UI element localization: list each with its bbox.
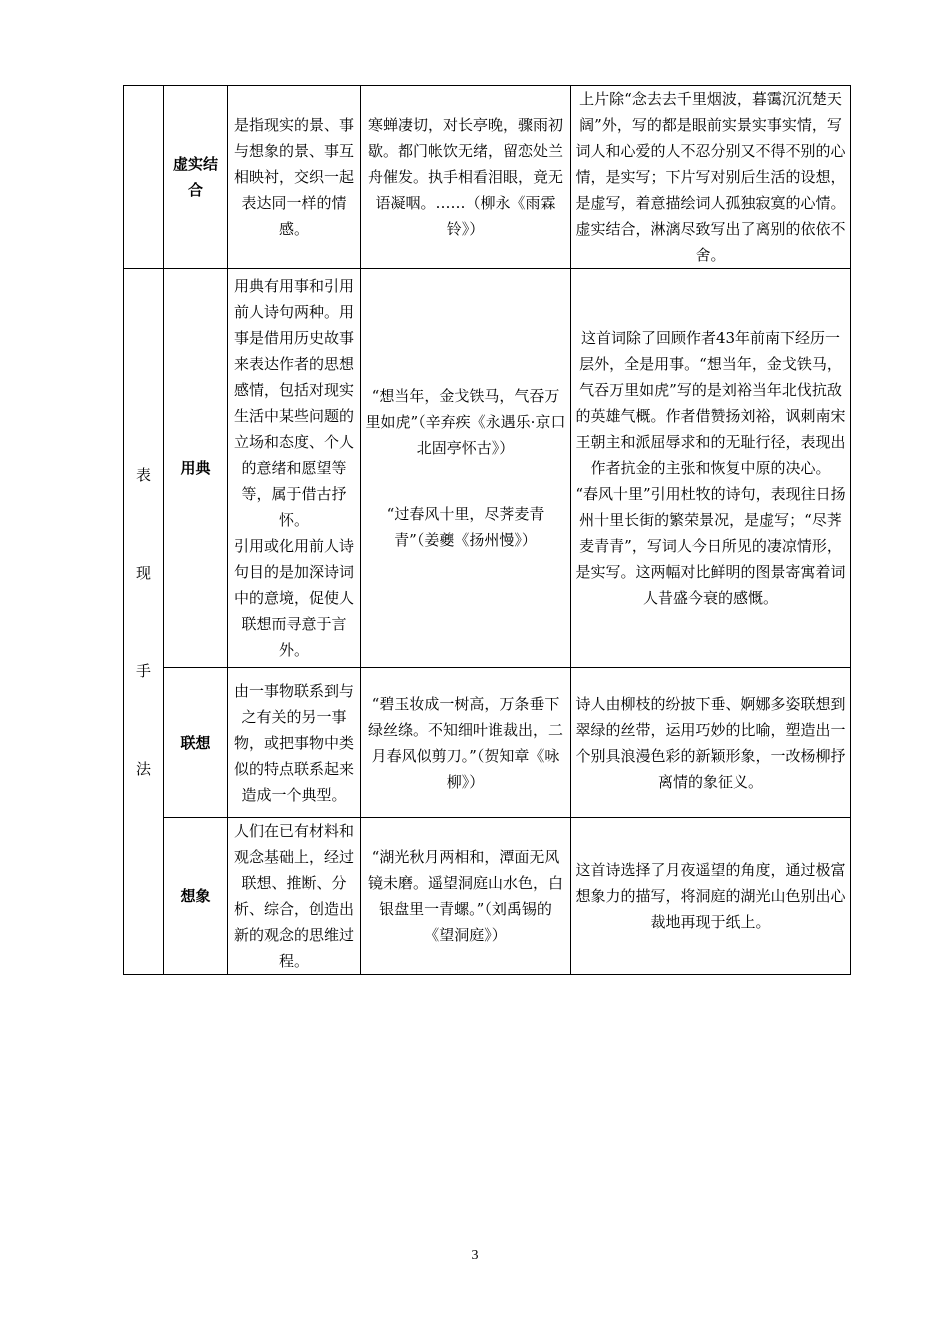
- technique-name: 想象: [164, 818, 228, 975]
- example-paragraph: “过春风十里，尽荠麦青青”（姜夔《扬州慢》）: [386, 505, 545, 549]
- technique-definition: [228, 269, 361, 668]
- category-char: 手: [135, 661, 151, 680]
- category-char: 现: [135, 563, 151, 582]
- technique-definition: 人们在已有材料和观念基础上，经过联想、推断、分析、综合，创造出新的观念的思维过程。: [228, 818, 361, 975]
- category-label: [128, 465, 159, 779]
- table-row: [124, 668, 851, 818]
- technique-example: 寒蝉凄切，对长亭晚，骤雨初歇。都门帐饮无绪，留恋处兰舟催发。执手相看泪眼，竟无语凝咽。……（柳永《雨霖铃》）: [361, 86, 571, 269]
- technique-name: 用典: [164, 269, 228, 668]
- page-number: 3: [471, 1248, 479, 1263]
- technique-analysis: 上片除“念去去千里烟波，暮霭沉沉楚天阔”外，写的都是眼前实景实事实情，写词人和心爱的人不忍分别又不得不别的心情，是实写；下片写对别后生活的设想，是虚写，着意描绘词人孤独寂寞的心情。虚实结合，淋漓尽致写出了离别的依依不舍。: [571, 86, 851, 269]
- definition-paragraph: 用典有用事和引用前人诗句两种。用事是借用历史故事来表达作者的思想感情，包括对现实生活中某些问题的立场和态度、个人的意绪和愿望等等，属于借古抒怀。: [233, 277, 354, 529]
- table-row: [124, 269, 851, 668]
- category-cell-empty: [124, 86, 164, 269]
- technique-analysis: 这首诗选择了月夜遥望的角度，通过极富想象力的描写，将洞庭的湖光山色别出心裁地再现于纸上。: [571, 818, 851, 975]
- technique-definition: 由一事物联系到与之有关的另一事物，或把事物中类似的特点联系起来造成一个典型。: [228, 668, 361, 818]
- category-char: 法: [135, 759, 151, 778]
- technique-analysis: 诗人由柳枝的纷披下垂、婀娜多姿联想到翠绿的丝带，运用巧妙的比喻，塑造出一个别具浪漫色彩的新颖形象，一改杨柳抒离情的象征义。: [571, 668, 851, 818]
- analysis-paragraph: 这首词除了回顾作者43年前南下经历一层外，全是用事。“想当年，金戈铁马，气吞万里如虎”写的是刘裕当年北伐抗敌的英雄气概。作者借赞扬刘裕，讽刺南宋王朝主和派屈辱求和的无耻行径，表现出作者抗金的主张和恢复中原的决心。: [575, 329, 846, 477]
- technique-definition: 是指现实的景、事与想象的景、事互相映衬，交织一起表达同一样的情感。: [228, 86, 361, 269]
- analysis-paragraph: “春风十里”引用杜牧的诗句，表现往日扬州十里长街的繁荣景况，是虚写；“尽荠麦青青”，写词人今日所见的凄凉情形，是实写。这两幅对比鲜明的图景寄寓着词人昔盛今衰的感慨。: [575, 485, 846, 607]
- techniques-table: [123, 85, 851, 975]
- technique-example: “碧玉妆成一树高，万条垂下绿丝绦。不知细叶谁裁出，二月春风似剪刀。”（贺知章《咏柳》）: [361, 668, 571, 818]
- table-row: [124, 86, 851, 269]
- technique-example: [361, 269, 571, 668]
- definition-paragraph: 引用或化用前人诗句目的是加深诗词中的意境，促使人联想而寻意于言外。: [233, 537, 354, 659]
- table-row: [124, 818, 851, 975]
- technique-name: 联想: [164, 668, 228, 818]
- technique-name: 虚实结合: [164, 86, 228, 269]
- example-paragraph: “想当年，金戈铁马，气吞万里如虎”（辛弃疾《永遇乐·京口北固亭怀古》）: [365, 387, 566, 457]
- technique-analysis: [571, 269, 851, 668]
- category-char: 表: [135, 465, 151, 484]
- category-cell: [124, 269, 164, 975]
- technique-example: “湖光秋月两相和，潭面无风镜未磨。遥望洞庭山水色，白银盘里一青螺。”（刘禹锡的《望洞庭》）: [361, 818, 571, 975]
